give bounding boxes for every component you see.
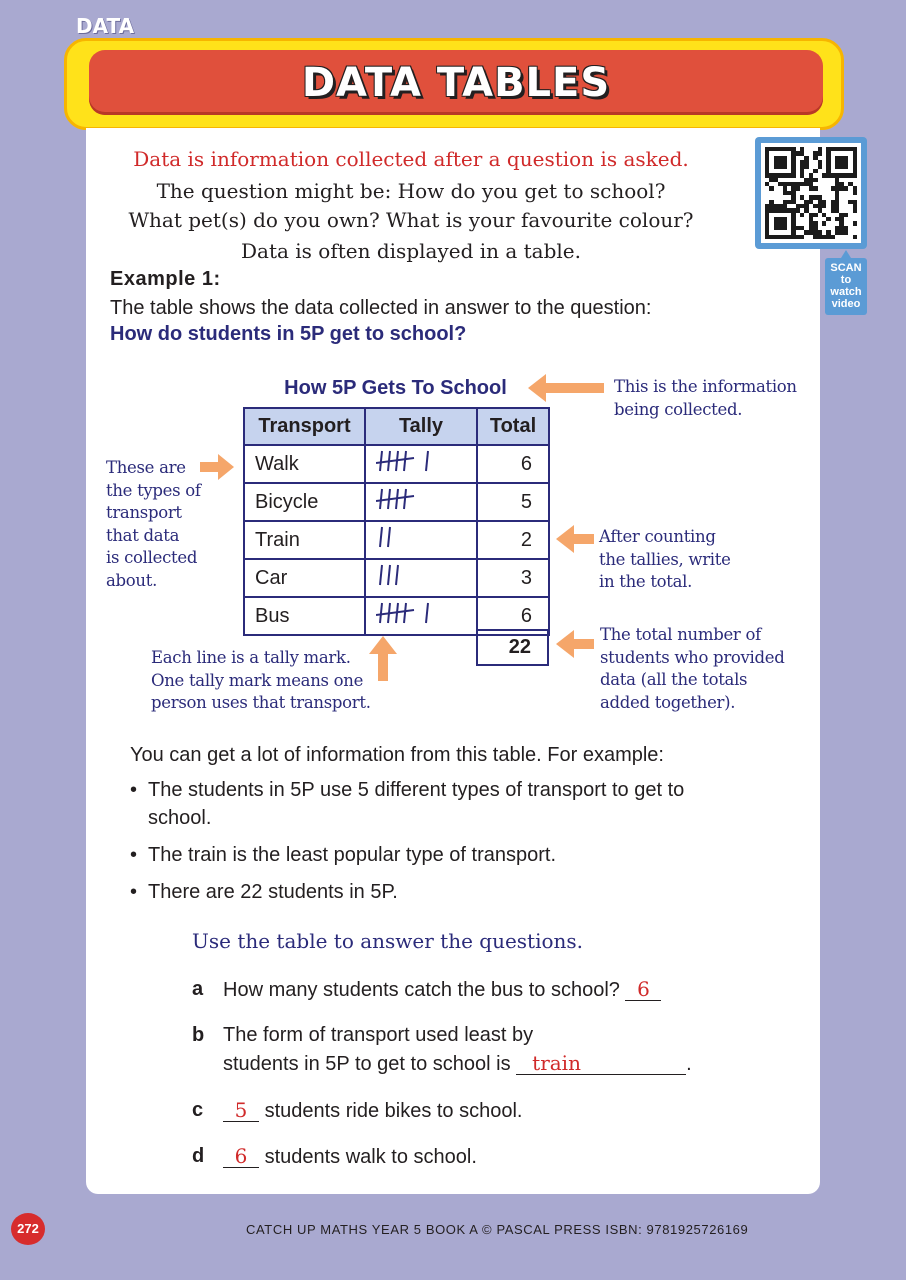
table-row — [244, 559, 549, 597]
note-counting — [599, 526, 731, 594]
example-question: How do students in 5P get to school? — [110, 323, 467, 345]
table-row — [244, 445, 549, 483]
intro-line-1: The question might be: How do you get to school? — [156, 179, 666, 203]
data-table — [243, 407, 550, 636]
tally-mark — [404, 603, 406, 623]
note-line: After counting — [599, 527, 716, 546]
tally-marks-icon — [376, 560, 466, 590]
total-cell: 5 — [477, 483, 549, 521]
note-transport-types — [106, 457, 201, 592]
question-d-letter: d — [192, 1145, 205, 1167]
header-tally: Tally — [365, 408, 477, 445]
page-title: DATA TABLES — [301, 59, 611, 106]
tally-marks-icon — [376, 484, 466, 514]
transport-cell: Bus — [244, 597, 365, 635]
question-c-letter: c — [192, 1099, 204, 1121]
transport-cell: Train — [244, 521, 365, 559]
note-line: One tally mark means one — [151, 670, 364, 690]
tally-mark — [380, 565, 382, 585]
note-line: is collected — [106, 548, 198, 567]
question-b-line1: The form of transport used least by — [223, 1024, 534, 1046]
header-transport: Transport — [244, 408, 365, 445]
note-total-number — [600, 624, 785, 714]
intro-definition: Data is information collected after a question is asked. — [133, 147, 689, 171]
note-tally-mark — [151, 647, 371, 715]
header-total: Total — [477, 408, 549, 445]
qr-code[interactable] — [755, 137, 867, 249]
section-tag: DATA — [76, 14, 135, 38]
list-item: • The students in 5P use 5 different types of transport to get to school. — [130, 776, 750, 832]
note-line: Each line is a tally mark. — [151, 648, 351, 667]
tally-cell — [365, 521, 477, 559]
info-lead: You can get a lot of information from this table. For example: — [130, 744, 664, 766]
transport-cell: Car — [244, 559, 365, 597]
example-heading: Example 1: — [110, 268, 221, 290]
tally-cell — [365, 559, 477, 597]
tally-marks-icon — [376, 446, 466, 476]
note-info-collected — [614, 376, 797, 421]
arrow-right-icon — [200, 453, 236, 481]
intro-line-3: Data is often displayed in a table. — [241, 239, 581, 263]
note-line: transport — [106, 503, 182, 522]
note-line: in the total. — [599, 572, 693, 591]
question-d — [223, 1145, 477, 1169]
question-b-letter: b — [192, 1024, 205, 1046]
title-banner-inner — [89, 50, 823, 115]
arrow-left-icon — [556, 524, 596, 554]
total-cell: 6 — [477, 445, 549, 483]
table-header-row — [244, 408, 549, 445]
tally-mark — [404, 489, 406, 509]
tally-mark — [380, 603, 382, 623]
tally-mark — [380, 527, 382, 547]
tally-mark — [388, 565, 390, 585]
note-line: The total number of — [600, 625, 761, 644]
total-cell: 3 — [477, 559, 549, 597]
scan-label-line3: watch — [830, 286, 862, 298]
total-cell: 6 — [477, 597, 549, 635]
tally-mark — [380, 451, 382, 471]
note-line: the types of — [106, 480, 201, 500]
intro-line-2: What pet(s) do you own? What is your favourite colour? — [128, 208, 694, 232]
answer-d-blank[interactable]: 6 — [223, 1145, 259, 1168]
question-c-text: students ride bikes to school. — [264, 1100, 523, 1122]
answer-c-blank[interactable]: 5 — [223, 1099, 259, 1122]
table-row — [244, 521, 549, 559]
note-line: students who provided — [600, 647, 785, 667]
tally-marks-icon — [376, 598, 466, 628]
grand-total: 22 — [476, 629, 549, 666]
question-d-text: students walk to school. — [264, 1146, 477, 1168]
tally-mark — [404, 451, 406, 471]
page-number: 272 — [11, 1213, 45, 1245]
question-a-letter: a — [192, 978, 204, 1000]
list-item: • The train is the least popular type of transport. — [130, 841, 750, 869]
question-a-text: How many students catch the bus to school? — [223, 979, 620, 1001]
table-title: How 5P Gets To School — [284, 377, 507, 399]
transport-cell: Bicycle — [244, 483, 365, 521]
question-b-end: . — [686, 1053, 692, 1075]
transport-cell: Walk — [244, 445, 365, 483]
tally-mark — [426, 451, 428, 471]
tally-mark — [388, 527, 390, 547]
note-line: This is the information — [614, 377, 797, 396]
scan-video-label[interactable] — [825, 258, 867, 315]
question-b-text: students in 5P to get to school is — [223, 1053, 511, 1075]
question-b-line2 — [223, 1052, 692, 1076]
note-line: added together). — [600, 692, 736, 712]
tally-cell — [365, 445, 477, 483]
arrow-up-icon — [368, 636, 398, 682]
scan-label-line2: to — [840, 274, 852, 286]
example-text: The table shows the data collected in answer to the question: — [110, 297, 652, 319]
tally-cell — [365, 483, 477, 521]
qr-module — [853, 235, 857, 239]
table-row — [244, 483, 549, 521]
note-line: the tallies, write — [599, 549, 731, 569]
tally-mark — [426, 603, 428, 623]
scan-label-line4: video — [831, 298, 861, 310]
questions-heading: Use the table to answer the questions. — [192, 929, 584, 953]
question-a — [223, 978, 661, 1002]
tally-cell — [365, 597, 477, 635]
title-banner — [64, 38, 844, 130]
question-c — [223, 1099, 522, 1123]
arrow-left-icon — [556, 629, 596, 659]
note-line: These are — [106, 458, 186, 477]
scan-label-line1: SCAN — [830, 262, 862, 274]
arrow-left-icon — [528, 373, 608, 403]
tally-marks-icon — [376, 522, 466, 552]
tally-mark — [396, 565, 398, 585]
list-item: • There are 22 students in 5P. — [130, 878, 750, 906]
note-line: that data — [106, 525, 180, 545]
note-line: about. — [106, 570, 158, 590]
note-line: person uses that transport. — [151, 693, 371, 712]
answer-a-blank[interactable]: 6 — [625, 978, 661, 1001]
answer-b-blank[interactable]: train — [516, 1052, 686, 1075]
qr-code-icon — [765, 147, 857, 239]
qr-code-inner — [761, 143, 861, 243]
footer: CATCH UP MATHS YEAR 5 BOOK A © PASCAL PRESS ISBN: 9781925726169 — [246, 1222, 749, 1237]
note-line: data (all the totals — [600, 670, 748, 689]
total-cell: 2 — [477, 521, 549, 559]
note-line: being collected. — [614, 399, 743, 419]
tally-mark — [380, 489, 382, 509]
info-bullet-list — [130, 776, 750, 915]
